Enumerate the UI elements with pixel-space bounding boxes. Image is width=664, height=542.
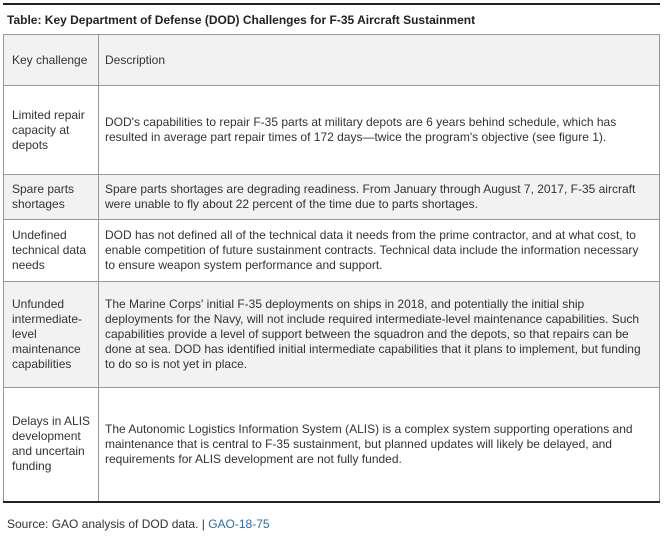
- row-description: Spare parts shortages are degrading readiness. From January through August 7, 2017, F-35 aircraft were unable to fly about 22 percent of the time due to parts shortages.: [99, 175, 660, 220]
- table-row: [4, 175, 660, 220]
- source-note: [7, 517, 270, 531]
- table-row: [4, 282, 660, 388]
- row-description: The Marine Corps' initial F-35 deployments on ships in 2018, and potentially the initial ship deployments for the Navy, will not include required intermediate-level maintenance capabilities. Such capabilities provide a level of support between the squadron and the depots, so that repairs can be done at sea. DOD has identified initial intermediate capabilities that it plans to implement, but funding to do so is not yet in place.: [99, 282, 660, 388]
- table-row: [4, 86, 660, 175]
- row-description: DOD's capabilities to repair F-35 parts at military depots are 6 years behind schedule, which has resulted in average part repair times of 172 days—twice the program's objective (see figure 1).: [99, 86, 660, 175]
- table-row: [4, 220, 660, 282]
- row-description: The Autonomic Logistics Information System (ALIS) is a complex system supporting operations and maintenance that is central to F-35 sustainment, but planned updates will likely be delayed, and requirements for ALIS development are not fully funded.: [99, 388, 660, 502]
- row-key: Delays in ALIS development and uncertain funding: [4, 388, 99, 502]
- table-title: Table: Key Department of Defense (DOD) Challenges for F-35 Aircraft Sustainment: [3, 3, 660, 34]
- row-key: Undefined technical data needs: [4, 220, 99, 282]
- header-description: Description: [99, 35, 660, 86]
- row-description: DOD has not defined all of the technical data it needs from the prime contractor, and at what cost, to enable competition of future sustainment contracts. Technical data include the information necessary to ensure weapon system performance and support.: [99, 220, 660, 282]
- row-key: Limited repair capacity at depots: [4, 86, 99, 175]
- challenges-table: [3, 34, 660, 503]
- header-key-challenge: Key challenge: [4, 35, 99, 86]
- row-key: Unfunded intermediate-level maintenance capabilities: [4, 282, 99, 388]
- report-link[interactable]: GAO-18-75: [208, 517, 270, 531]
- row-key: Spare parts shortages: [4, 175, 99, 220]
- table-header-row: [4, 35, 660, 86]
- table-row: [4, 388, 660, 502]
- table-container: [3, 3, 660, 503]
- source-text: Source: GAO analysis of DOD data. |: [7, 517, 205, 531]
